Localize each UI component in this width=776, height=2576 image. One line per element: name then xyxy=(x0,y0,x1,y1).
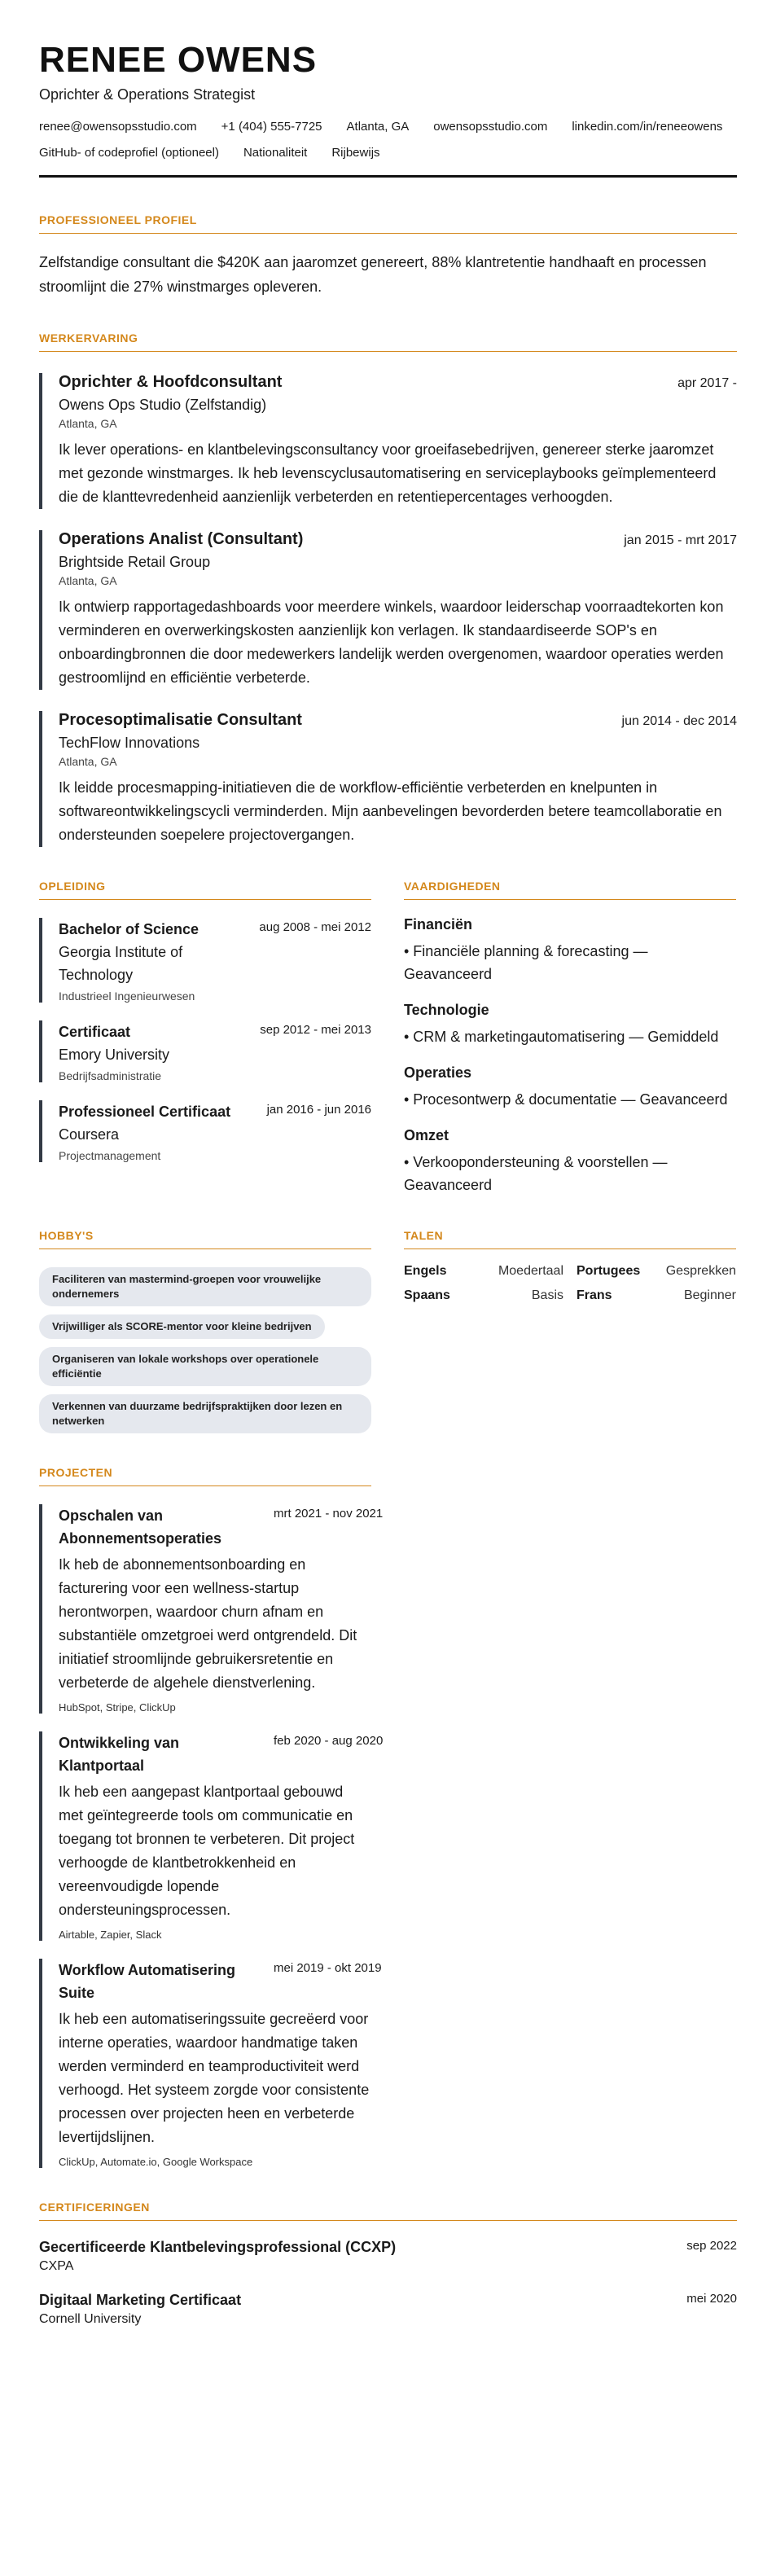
edu-date: aug 2008 - mei 2012 xyxy=(259,920,371,934)
project-description: Ik heb de abonnementsonboarding en facturering voor een wellness-startup herontworpen, waardoor churn afnam en substantiële omzetgroei werd ontgrendeld. Dit initiatief stroomlijnde gebruikersretentie en verbeterde de algehele dienstverlening. xyxy=(59,1556,357,1691)
skill-category: Financiën xyxy=(404,916,473,933)
language-row xyxy=(577,1264,736,1279)
contact-linkedin[interactable]: linkedin.com/in/reneeowens xyxy=(572,120,723,134)
language-name: Portugees xyxy=(577,1264,641,1278)
job-company: TechFlow Innovations xyxy=(59,735,200,751)
edu-degree: Certificaat xyxy=(59,1024,131,1040)
skill-group xyxy=(404,1127,736,1196)
project-tools: ClickUp, Automate.io, Google Workspace xyxy=(59,2156,253,2168)
profile-text: Zelfstandige consultant die $420K aan jaaromzet genereert, 88% klantretentie handhaaft en processen stroomlijnt die 27% winstmarges opleveren. xyxy=(39,254,707,295)
language-row xyxy=(404,1264,563,1279)
job-description: Ik lever operations- en klantbelevingsconsultancy voor groeifasebedrijven, genereer sterke jaaromzet met gezonde winstmarges. Ik heb levenscyclusautomatisering en serviceplaybooks geïmplementeerd die de klanttevredenheid aanzienlijk verbeterden en retentiepercentages verhoogden. xyxy=(59,441,717,505)
edu-school: Georgia Institute of Technology xyxy=(59,944,183,983)
skill-category: Operaties xyxy=(404,1064,472,1081)
language-level: Moedertaal xyxy=(498,1264,563,1278)
certification-date: mei 2020 xyxy=(686,2292,737,2306)
education-heading: OPLEIDING xyxy=(39,880,371,900)
language-name: Spaans xyxy=(404,1288,450,1302)
header-divider xyxy=(39,175,737,178)
project-date: mei 2019 - okt 2019 xyxy=(274,1961,382,1975)
certification-entry xyxy=(39,2239,737,2274)
project-name: Ontwikkeling van Klantportaal xyxy=(59,1735,180,1774)
edu-school: Emory University xyxy=(59,1047,170,1063)
certifications-heading: CERTIFICERINGEN xyxy=(39,2201,737,2221)
contact-phone[interactable]: +1 (404) 555-7725 xyxy=(221,120,322,134)
projects-section xyxy=(39,1466,384,2168)
edu-field: Projectmanagement xyxy=(59,1149,161,1162)
edu-date: sep 2012 - mei 2013 xyxy=(260,1023,371,1037)
hobbies-section xyxy=(39,1229,371,1433)
project-entry xyxy=(39,1731,384,1941)
certification-name: Digitaal Marketing Certificaat xyxy=(39,2292,242,2308)
edu-field: Industrieel Ingenieurwesen xyxy=(59,990,195,1003)
hobby-tag: Verkennen van duurzame bedrijfspraktijken door lezen en netwerken xyxy=(39,1394,371,1433)
job-date: jan 2015 - mrt 2017 xyxy=(624,533,737,547)
contact-github[interactable]: GitHub- of codeprofiel (optioneel) xyxy=(39,146,219,160)
language-name: Engels xyxy=(404,1264,447,1278)
edu-field: Bedrijfsadministratie xyxy=(59,1069,162,1082)
contact-email[interactable]: renee@owensopsstudio.com xyxy=(39,120,197,134)
education-section xyxy=(39,880,371,1196)
education-entry xyxy=(39,1100,371,1162)
language-name: Frans xyxy=(577,1288,612,1302)
job-description: Ik leidde procesmapping-initiatieven die de workflow-efficiëntie verbeterden en knelpunten in softwareontwikkelingscycli verminderden. Mijn aanbevelingen bevorderden betere teamcollaboratie en ondersteunden soepelere projectovergangen. xyxy=(59,779,722,843)
contact-license: Rijbewijs xyxy=(331,146,380,160)
projects-heading: PROJECTEN xyxy=(39,1466,371,1486)
project-description: Ik heb een automatiseringssuite gecreëerd voor interne operaties, waardoor handmatige taken werden verminderd en teamproductiviteit werd verhoogd. Het systeem zorgde voor consistente processen over projecten heen en verbeterde levertijdslijnen. xyxy=(59,2011,370,2145)
job-date: jun 2014 - dec 2014 xyxy=(621,714,737,728)
skill-category: Technologie xyxy=(404,1002,489,1018)
skills-heading: VAARDIGHEDEN xyxy=(404,880,736,900)
project-tools: HubSpot, Stripe, ClickUp xyxy=(59,1701,176,1714)
job-role: Operations Analist (Consultant) xyxy=(59,530,304,548)
skill-group xyxy=(404,1002,736,1048)
edu-date: jan 2016 - jun 2016 xyxy=(266,1103,371,1117)
job-company: Owens Ops Studio (Zelfstandig) xyxy=(59,397,267,413)
project-description: Ik heb een aangepast klantportaal gebouwd met geïntegreerde tools om communicatie en toegang tot bronnen te verbeteren. Dit project verhoogde de klantbetrokkenheid en vereenvoudigde lopende ondersteuningsprocessen. xyxy=(59,1784,355,1918)
job-location: Atlanta, GA xyxy=(59,574,117,587)
education-entry xyxy=(39,918,371,1003)
education-entry xyxy=(39,1020,371,1082)
contact-nationality: Nationaliteit xyxy=(243,146,308,160)
language-row xyxy=(404,1288,563,1303)
skill-group xyxy=(404,916,736,985)
empty-column xyxy=(404,1466,736,2168)
education-skills-row xyxy=(39,880,737,1196)
skill-item: • Verkoopondersteuning & voorstellen — Geavanceerd xyxy=(404,1154,668,1193)
language-level: Basis xyxy=(531,1288,563,1302)
project-name: Workflow Automatisering Suite xyxy=(59,1962,236,2001)
languages-heading: TALEN xyxy=(404,1229,736,1249)
certification-date: sep 2022 xyxy=(686,2239,737,2253)
project-date: feb 2020 - aug 2020 xyxy=(274,1734,384,1748)
certification-entry xyxy=(39,2292,737,2327)
hobbies-languages-row xyxy=(39,1229,737,1433)
certification-name: Gecertificeerde Klantbelevingsprofessional (CCXP) xyxy=(39,2239,397,2255)
job-role: Oprichter & Hoofdconsultant xyxy=(59,373,283,391)
languages-section xyxy=(404,1229,736,1433)
certifications-section xyxy=(39,2201,737,2327)
edu-degree: Bachelor of Science xyxy=(59,921,199,937)
skill-item: • Financiële planning & forecasting — Geavanceerd xyxy=(404,943,648,982)
experience-entry xyxy=(39,530,737,690)
hobby-tag: Faciliteren van mastermind-groepen voor vrouwelijke ondernemers xyxy=(39,1267,371,1306)
experience-entry xyxy=(39,711,737,847)
hobbies-heading: HOBBY'S xyxy=(39,1229,371,1249)
projects-row xyxy=(39,1466,737,2168)
project-name: Opschalen van Abonnementsoperaties xyxy=(59,1507,222,1547)
job-role: Procesoptimalisatie Consultant xyxy=(59,711,302,729)
candidate-title: Oprichter & Operations Strategist xyxy=(39,86,256,103)
profile-section xyxy=(39,213,737,299)
contact-location: Atlanta, GA xyxy=(346,120,410,134)
project-entry xyxy=(39,1959,382,2168)
experience-entry xyxy=(39,373,737,509)
experience-heading: WERKERVARING xyxy=(39,331,737,352)
hobby-tag: Vrijwilliger als SCORE-mentor voor kleine bedrijven xyxy=(39,1314,325,1339)
project-tools: Airtable, Zapier, Slack xyxy=(59,1929,162,1941)
language-level: Gesprekken xyxy=(665,1264,736,1278)
language-level: Beginner xyxy=(683,1288,736,1302)
resume-header xyxy=(39,39,737,178)
skills-section xyxy=(404,880,736,1196)
profile-heading: PROFESSIONEEL PROFIEL xyxy=(39,213,737,234)
candidate-name: RENEE OWENS xyxy=(39,40,318,80)
experience-section xyxy=(39,331,737,847)
certification-org: Cornell University xyxy=(39,2312,142,2326)
contact-website[interactable]: owensopsstudio.com xyxy=(433,120,548,134)
job-location: Atlanta, GA xyxy=(59,417,117,430)
contact-info xyxy=(39,116,737,164)
skill-item: • Procesontwerp & documentatie — Geavanceerd xyxy=(404,1091,728,1108)
job-location: Atlanta, GA xyxy=(59,755,117,768)
hobby-tag: Organiseren van lokale workshops over operationele efficiëntie xyxy=(39,1347,371,1386)
language-row xyxy=(577,1288,736,1303)
job-date: apr 2017 - xyxy=(677,376,737,390)
project-entry xyxy=(39,1504,384,1714)
edu-degree: Professioneel Certificaat xyxy=(59,1104,231,1120)
skill-item: • CRM & marketingautomatisering — Gemiddeld xyxy=(404,1029,719,1045)
project-date: mrt 2021 - nov 2021 xyxy=(274,1507,384,1521)
certification-org: CXPA xyxy=(39,2259,74,2273)
edu-school: Coursera xyxy=(59,1126,120,1143)
job-description: Ik ontwierp rapportagedashboards voor meerdere winkels, waardoor leiderschap voorraadtekorten kon verminderen en overwerkingskosten aanzienlijk kon verlagen. Ik standaardiseerde SOP's en onboardingbronnen die door medewerkers landelijk werden overgenomen, waardoor operaties werden gestroomlijnd en efficiëntie verbeterde. xyxy=(59,599,724,686)
skill-category: Omzet xyxy=(404,1127,449,1143)
job-company: Brightside Retail Group xyxy=(59,554,211,570)
skill-group xyxy=(404,1064,736,1111)
